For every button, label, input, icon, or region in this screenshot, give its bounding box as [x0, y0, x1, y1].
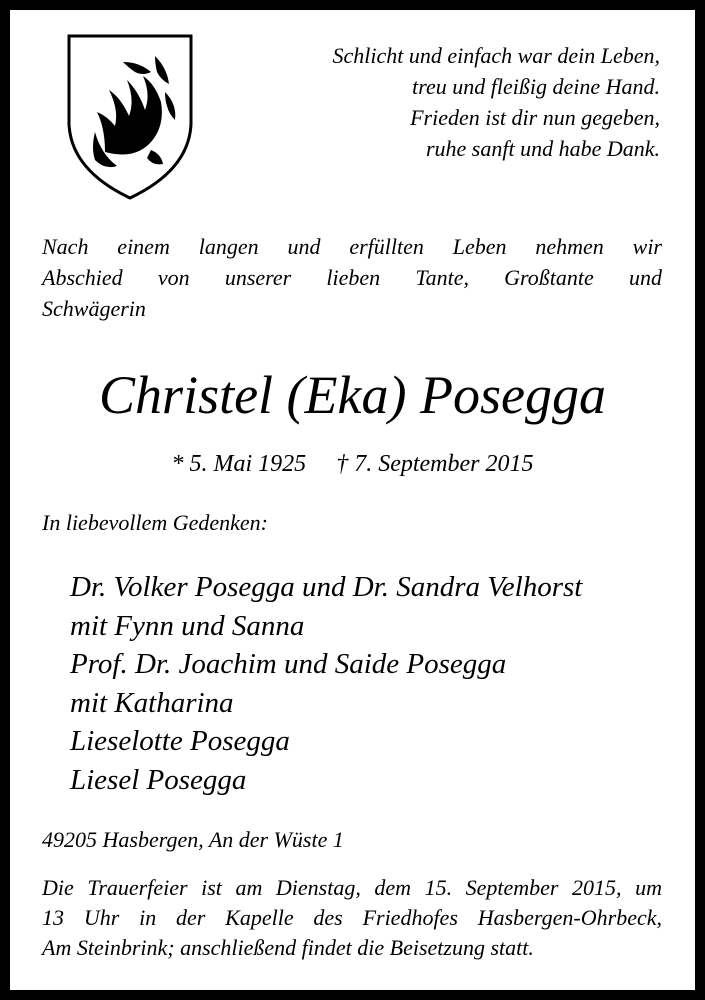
- address: 49205 Hasbergen, An der Wüste 1: [42, 827, 344, 852]
- poem-line: ruhe sanft und habe Dank.: [425, 136, 660, 161]
- mourner-line: mit Fynn und Sanna: [70, 609, 305, 642]
- mourners-list: [70, 568, 582, 799]
- mourner-line: Prof. Dr. Joachim und Saide Posegga: [70, 648, 507, 680]
- life-dates: [10, 448, 695, 480]
- death-date: † 7. September 2015: [336, 451, 534, 477]
- birth-date: * 5. Mai 1925: [171, 451, 307, 477]
- mourner-line: Lieselotte Posegga: [70, 725, 290, 757]
- poem-line: Schlicht und einfach war dein Leben,: [332, 43, 660, 68]
- intro-line: Schwägerin: [42, 296, 146, 321]
- intro-line: Nach einem langen und erfüllten Leben nehmen wir: [42, 234, 662, 259]
- funeral-line: 13 Uhr in der Kapelle des Friedhofes Hasbergen-Ohrbeck,: [42, 905, 662, 930]
- mourner-line: Liesel Posegga: [70, 763, 247, 796]
- mourner-line: Dr. Volker Posegga und Dr. Sandra Velhorst: [70, 571, 583, 603]
- intro-text: [42, 231, 662, 324]
- poem: [333, 40, 661, 164]
- mourner-line: mit Katharina: [70, 686, 234, 719]
- gedenken-heading: In liebevollem Gedenken:: [42, 510, 268, 535]
- intro-line: Abschied von unserer lieben Tante, Großtante und: [42, 265, 662, 290]
- funeral-line: Am Steinbrink; anschließend findet die Beisetzung statt.: [42, 935, 534, 960]
- deceased-name: Christel (Eka) Posegga: [99, 365, 606, 425]
- poem-line: Frieden ist dir nun gegeben,: [410, 105, 660, 130]
- funeral-line: Die Trauerfeier ist am Dienstag, dem 15. September 2015, um: [42, 875, 662, 900]
- poem-line: treu und fleißig deine Hand.: [412, 74, 660, 99]
- funeral-notice: [42, 873, 662, 963]
- obituary-card: [10, 10, 695, 990]
- coat-of-arms-icon: [65, 32, 195, 202]
